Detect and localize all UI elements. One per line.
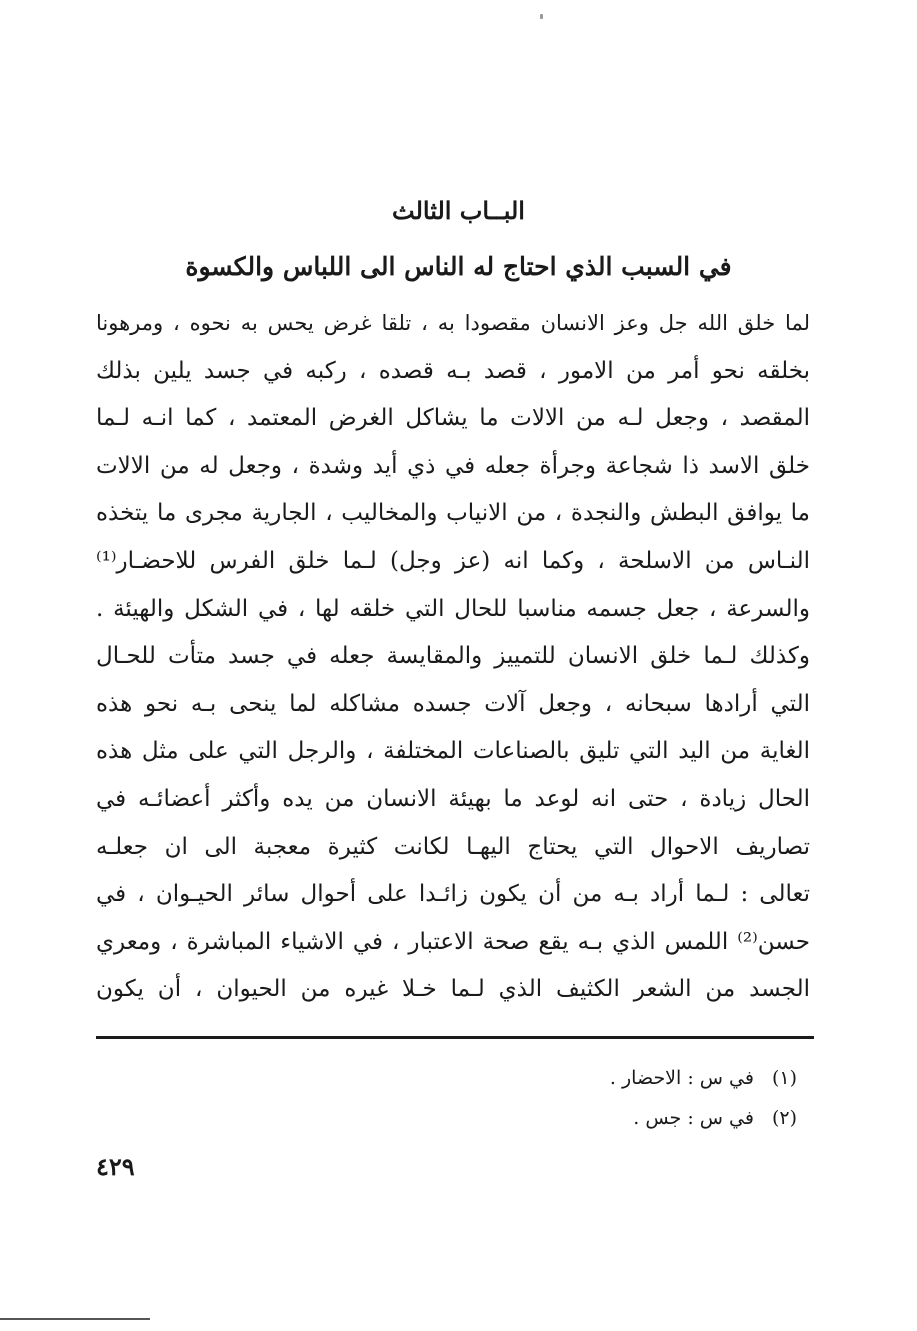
footnote-item [610, 1098, 797, 1138]
body-line: ما يوافق البطش والنجدة ، من الانياب والمخاليب ، الجارية مجرى ما يتخذه [96, 500, 810, 527]
body-line: بخلقه نحو أمر من الامور ، قصد بـه قصده ، ركبه في جسد يلين بذلك [96, 357, 810, 384]
body-line: الغاية من اليد التي تليق بالصناعات المختلفة ، والرجل التي على مثل هذه [96, 738, 810, 765]
body-line: وكذلك لـما خلق الانسان للتمييز والمقايسة جعله في جسد متأت للحـال [96, 643, 810, 670]
body-text [96, 300, 810, 1014]
body-line: المقصد ، وجعل لـه من الالات ما يشاكل الغرض المعتمد ، كما انـه لـما [96, 405, 810, 432]
footnotes [610, 1058, 797, 1138]
body-line: التي أرادها سبحانه ، وجعل آلات جسده مشاكله لما ينحى بـه نحو هذه [96, 690, 810, 717]
body-line: تعالى : لـما أراد بـه من أن يكون زائـدا على أحوال سائر الحيـوان ، في [96, 881, 810, 908]
scan-speck [540, 14, 543, 19]
body-line: خلق الاسد ذا شجاعة وجرأة جعله في ذي أيد وشدة ، وجعل له من الالات [96, 452, 810, 479]
body-line: النـاس من الاسلحة ، وكما انه (عز وجل) لـما خلق الفرس للاحضـار⁽¹⁾ [96, 547, 810, 574]
body-line: تصاريف الاحوال التي يحتاج اليهـا لكانت كثيرة معجبة الى ان جعلـه [96, 833, 810, 860]
chapter-subtitle: في السبب الذي احتاج له الناس الى اللباس والكسوة [185, 252, 732, 281]
footnote-number: (٢) [771, 1107, 797, 1129]
page-number: ٤٢٩ [96, 1152, 135, 1181]
footnote-number: (١) [771, 1067, 797, 1089]
body-line: الحال زيادة ، حتى انه لوعد ما بهيئة الانسان من يده وأكثر أعضائـه في [96, 785, 810, 812]
scan-edge-line [0, 1318, 150, 1320]
footnote-text: في س : الاحضار . [609, 1067, 754, 1089]
body-line: الجسد من الشعر الكثيف الذي لـما خـلا غيره من الحيوان ، أن يكون [96, 976, 810, 1003]
body-line: والسرعة ، جعل جسمه مناسبا للحال التي خلقه لها ، في الشكل والهيئة . [96, 595, 810, 622]
body-line: لما خلق الله جل وعز الانسان مقصودا به ، تلقا غرض يحس به نحوه ، ومرهونا [96, 311, 810, 335]
chapter-heading: البــاب الثالث [392, 196, 525, 225]
footnote-divider [96, 1036, 814, 1039]
footnote-item [610, 1058, 797, 1098]
body-line: حسن⁽²⁾ اللمس الذي بـه يقع صحة الاعتبار ، في الاشياء المباشرة ، ومعري [96, 928, 810, 955]
footnote-text: في س : جس . [633, 1107, 754, 1129]
